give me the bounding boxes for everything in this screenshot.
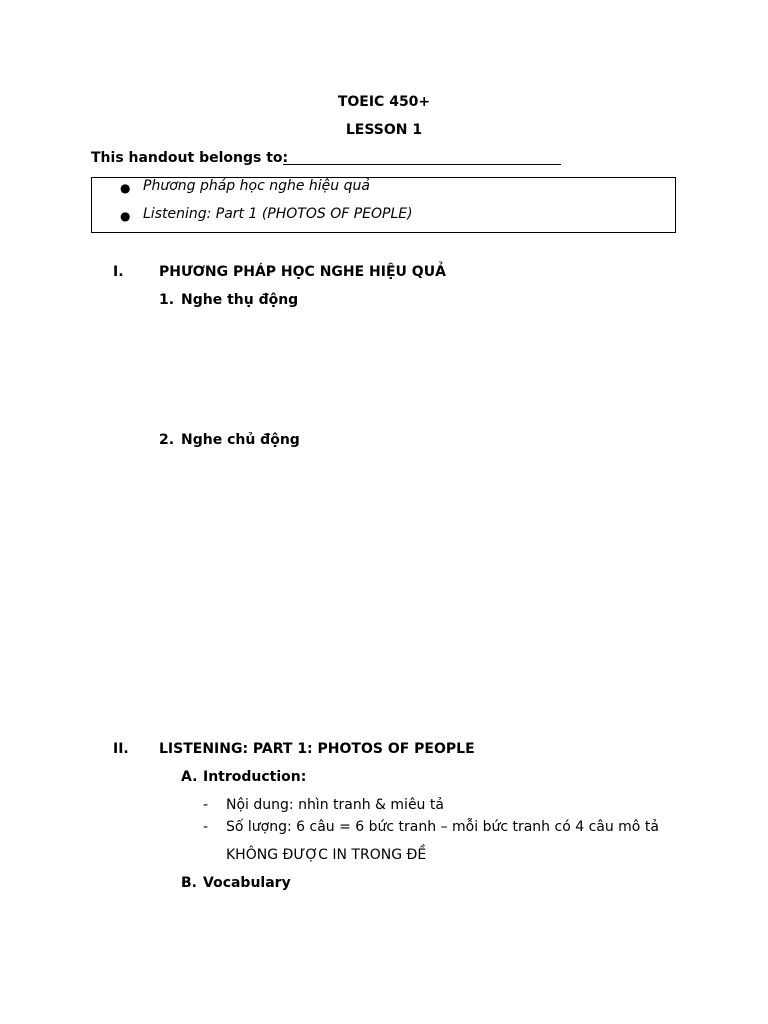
lesson-number: LESSON 1 (345, 122, 423, 138)
item-2-number: 2. (159, 432, 175, 448)
section-2-heading: LISTENING: PART 1: PHOTOS OF PEOPLE (159, 741, 475, 757)
section-2-numeral: II. (113, 741, 129, 757)
handout-title: TOEIC 450+ (337, 94, 431, 110)
objective-item: Phương pháp học nghe hiệu quả (143, 178, 370, 194)
sub-b-letter: B. (181, 875, 197, 891)
item-1-number: 1. (159, 292, 175, 308)
sub-a-label: Introduction: (203, 769, 307, 785)
sub-a-letter: A. (181, 769, 198, 785)
sub-b-label: Vocabulary (203, 875, 291, 891)
bullet-dot-icon: ● (120, 181, 131, 195)
section-1-numeral: I. (113, 264, 124, 280)
bullet-dot-icon: ● (120, 209, 131, 223)
intro-note: KHÔNG ĐƯỢC IN TRONG ĐỀ (226, 847, 427, 863)
item-2-label: Nghe chủ động (181, 432, 300, 448)
owner-label: This handout belongs to: (91, 150, 289, 166)
dash-bullet-icon: - (203, 797, 209, 813)
intro-bullet: Số lượng: 6 câu = 6 bức tranh – mỗi bức tranh có 4 câu mô tả (226, 819, 659, 835)
intro-bullet: Nội dung: nhìn tranh & miêu tả (226, 797, 444, 813)
section-1-heading: PHƯƠNG PHÁP HỌC NGHE HIỆU QUẢ (159, 264, 446, 280)
objective-item: Listening: Part 1 (PHOTOS OF PEOPLE) (143, 206, 413, 222)
item-1-label: Nghe thụ động (181, 292, 299, 308)
dash-bullet-icon: - (203, 819, 209, 835)
owner-name-blank[interactable] (283, 164, 561, 165)
